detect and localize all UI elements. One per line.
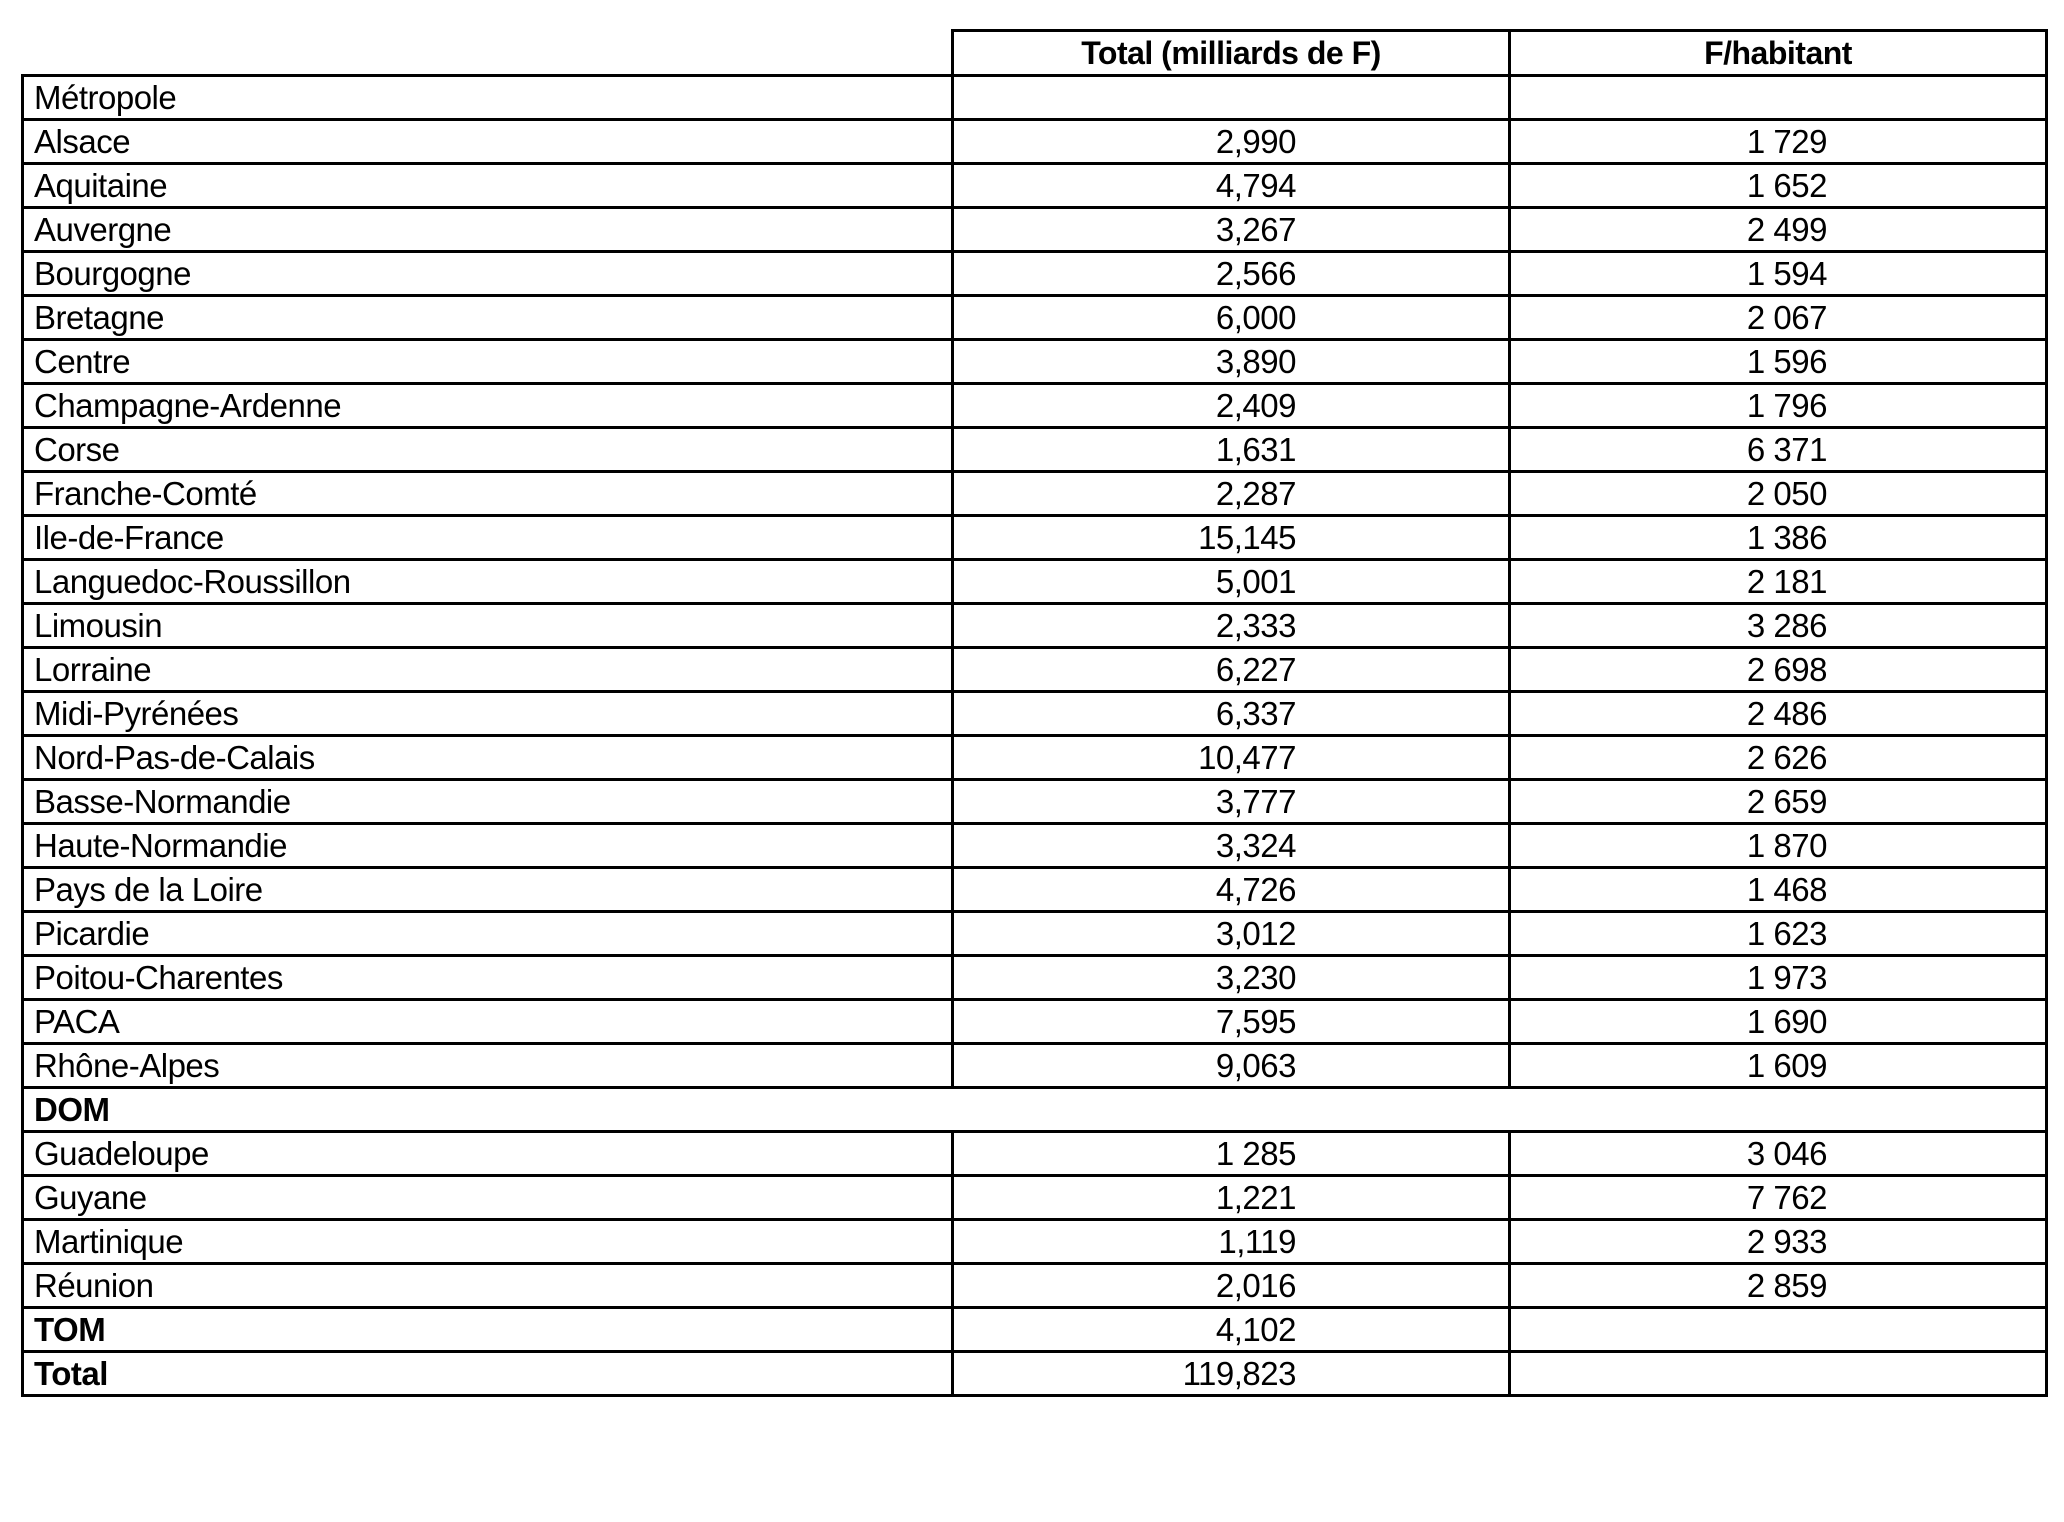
table-row — [23, 384, 2047, 428]
per-capita-cell — [1510, 76, 2047, 120]
region-cell: Ile-de-France — [23, 516, 953, 560]
table-row — [23, 956, 2047, 1000]
total-cell: 2,566 — [953, 252, 1510, 296]
total-cell: 2,016 — [953, 1264, 1510, 1308]
per-capita-cell: 1 652 — [1510, 164, 2047, 208]
total-cell: 1,221 — [953, 1176, 1510, 1220]
region-cell: Limousin — [23, 604, 953, 648]
total-cell: 6,000 — [953, 296, 1510, 340]
region-cell: Réunion — [23, 1264, 953, 1308]
section-label: Métropole — [23, 76, 953, 120]
region-cell: Basse-Normandie — [23, 780, 953, 824]
table-row — [23, 428, 2047, 472]
region-cell: Languedoc-Roussillon — [23, 560, 953, 604]
table-row — [23, 296, 2047, 340]
region-cell: Pays de la Loire — [23, 868, 953, 912]
region-cell: Picardie — [23, 912, 953, 956]
per-capita-cell: 3 046 — [1510, 1132, 2047, 1176]
table-row — [23, 1176, 2047, 1220]
table-row — [23, 1132, 2047, 1176]
per-capita-cell: 2 626 — [1510, 736, 2047, 780]
total-cell: 6,227 — [953, 648, 1510, 692]
per-capita-cell: 1 623 — [1510, 912, 2047, 956]
region-cell: Aquitaine — [23, 164, 953, 208]
per-capita-cell — [1510, 1352, 2047, 1396]
table-row — [23, 472, 2047, 516]
table-row — [23, 120, 2047, 164]
table-row — [23, 604, 2047, 648]
region-cell: Bourgogne — [23, 252, 953, 296]
header-per-capita: F/habitant — [1510, 31, 2047, 76]
table-row — [23, 1044, 2047, 1088]
per-capita-cell: 2 859 — [1510, 1264, 2047, 1308]
region-cell: Haute-Normandie — [23, 824, 953, 868]
table-row — [23, 736, 2047, 780]
region-cell: Rhône-Alpes — [23, 1044, 953, 1088]
region-cell: Lorraine — [23, 648, 953, 692]
table-row — [23, 1220, 2047, 1264]
table-row — [23, 912, 2047, 956]
region-cell: Poitou-Charentes — [23, 956, 953, 1000]
region-cell: Corse — [23, 428, 953, 472]
total-cell: 15,145 — [953, 516, 1510, 560]
header-region — [23, 31, 953, 76]
per-capita-cell: 1 796 — [1510, 384, 2047, 428]
total-cell: 3,777 — [953, 780, 1510, 824]
table-row — [23, 1352, 2047, 1396]
total-cell: 2,333 — [953, 604, 1510, 648]
total-cell: 7,595 — [953, 1000, 1510, 1044]
region-cell: Champagne-Ardenne — [23, 384, 953, 428]
section-label: DOM — [23, 1088, 2047, 1132]
total-cell: 3,012 — [953, 912, 1510, 956]
table-header-row — [23, 31, 2047, 76]
total-cell: 1,119 — [953, 1220, 1510, 1264]
total-cell: 2,409 — [953, 384, 1510, 428]
total-cell: 2,990 — [953, 120, 1510, 164]
table-row — [23, 824, 2047, 868]
table-row — [23, 252, 2047, 296]
per-capita-cell: 2 659 — [1510, 780, 2047, 824]
per-capita-cell: 2 499 — [1510, 208, 2047, 252]
region-cell: Franche-Comté — [23, 472, 953, 516]
total-cell: 3,324 — [953, 824, 1510, 868]
total-cell: 3,890 — [953, 340, 1510, 384]
per-capita-cell: 2 933 — [1510, 1220, 2047, 1264]
region-cell: Alsace — [23, 120, 953, 164]
table-row — [23, 76, 2047, 120]
region-cell: TOM — [23, 1308, 953, 1352]
table-row — [23, 648, 2047, 692]
total-cell: 10,477 — [953, 736, 1510, 780]
total-cell: 5,001 — [953, 560, 1510, 604]
per-capita-cell: 1 468 — [1510, 868, 2047, 912]
table-row — [23, 1088, 2047, 1132]
regional-expenditure-table — [21, 29, 2048, 1397]
table-row — [23, 340, 2047, 384]
per-capita-cell: 2 050 — [1510, 472, 2047, 516]
region-cell: Bretagne — [23, 296, 953, 340]
table-row — [23, 1000, 2047, 1044]
total-cell: 119,823 — [953, 1352, 1510, 1396]
per-capita-cell: 1 386 — [1510, 516, 2047, 560]
table-row — [23, 1308, 2047, 1352]
total-cell: 1 285 — [953, 1132, 1510, 1176]
per-capita-cell: 2 698 — [1510, 648, 2047, 692]
region-cell: Guyane — [23, 1176, 953, 1220]
region-cell: Midi-Pyrénées — [23, 692, 953, 736]
header-total: Total (milliards de F) — [953, 31, 1510, 76]
per-capita-cell: 6 371 — [1510, 428, 2047, 472]
per-capita-cell: 1 609 — [1510, 1044, 2047, 1088]
table-row — [23, 1264, 2047, 1308]
table-row — [23, 208, 2047, 252]
table-row — [23, 560, 2047, 604]
table-row — [23, 868, 2047, 912]
region-cell: Auvergne — [23, 208, 953, 252]
total-cell: 9,063 — [953, 1044, 1510, 1088]
per-capita-cell — [1510, 1308, 2047, 1352]
per-capita-cell: 1 594 — [1510, 252, 2047, 296]
per-capita-cell: 2 181 — [1510, 560, 2047, 604]
total-cell: 2,287 — [953, 472, 1510, 516]
table-row — [23, 780, 2047, 824]
per-capita-cell: 3 286 — [1510, 604, 2047, 648]
total-cell: 4,726 — [953, 868, 1510, 912]
table-row — [23, 164, 2047, 208]
region-cell: Martinique — [23, 1220, 953, 1264]
table-row — [23, 516, 2047, 560]
table-row — [23, 692, 2047, 736]
total-cell: 3,230 — [953, 956, 1510, 1000]
region-cell: Nord-Pas-de-Calais — [23, 736, 953, 780]
region-cell: Centre — [23, 340, 953, 384]
region-cell: Total — [23, 1352, 953, 1396]
per-capita-cell: 2 486 — [1510, 692, 2047, 736]
per-capita-cell: 1 596 — [1510, 340, 2047, 384]
per-capita-cell: 1 973 — [1510, 956, 2047, 1000]
per-capita-cell: 1 729 — [1510, 120, 2047, 164]
region-cell: PACA — [23, 1000, 953, 1044]
per-capita-cell: 1 690 — [1510, 1000, 2047, 1044]
total-cell: 4,794 — [953, 164, 1510, 208]
region-cell: Guadeloupe — [23, 1132, 953, 1176]
total-cell: 1,631 — [953, 428, 1510, 472]
per-capita-cell: 1 870 — [1510, 824, 2047, 868]
per-capita-cell: 2 067 — [1510, 296, 2047, 340]
total-cell — [953, 76, 1510, 120]
total-cell: 4,102 — [953, 1308, 1510, 1352]
total-cell: 6,337 — [953, 692, 1510, 736]
per-capita-cell: 7 762 — [1510, 1176, 2047, 1220]
total-cell: 3,267 — [953, 208, 1510, 252]
